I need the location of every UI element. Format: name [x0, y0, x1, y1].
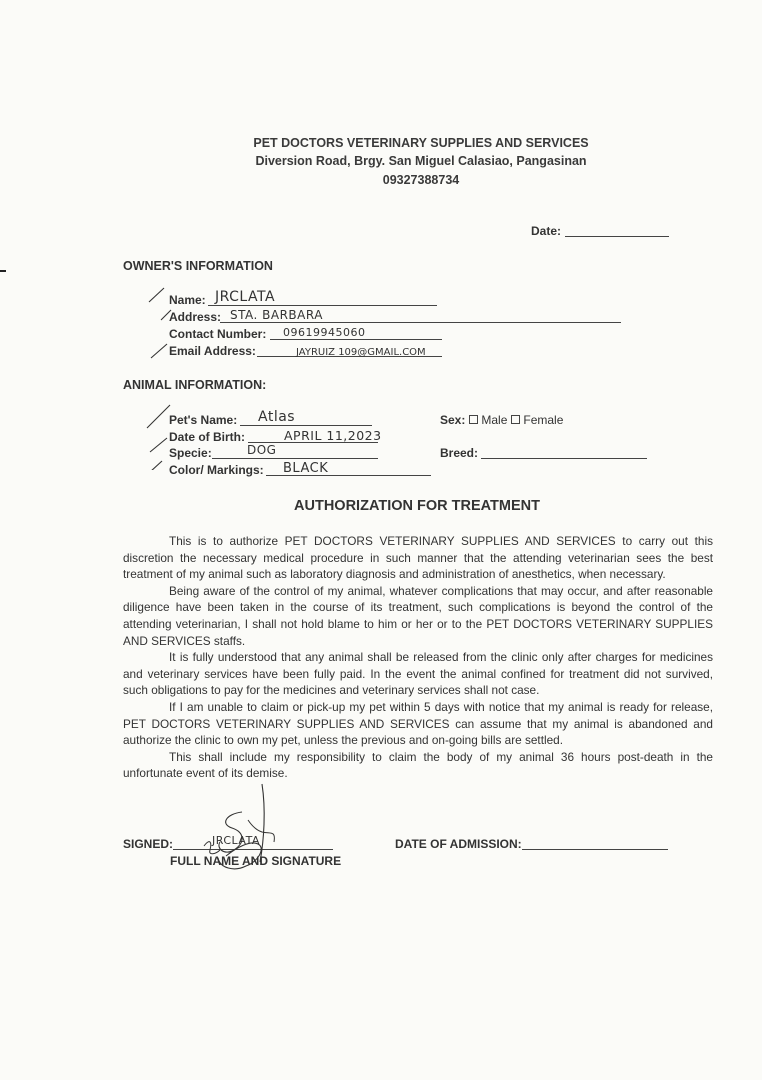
date-field-line[interactable]	[565, 236, 669, 237]
specie-line	[212, 458, 378, 459]
signed-label: SIGNED:	[123, 837, 174, 851]
date-of-admission-label: DATE OF ADMISSION:	[395, 837, 522, 851]
check-mark	[150, 461, 162, 470]
sex-label: Sex:	[440, 413, 466, 427]
animal-section-title: ANIMAL INFORMATION:	[123, 378, 267, 392]
business-address: Diversion Road, Brgy. San Miguel Calasiao, Pangasinan	[255, 154, 587, 168]
owner-contact-value[interactable]: 09619945060	[283, 326, 366, 339]
owner-email-label: Email Address:	[169, 344, 256, 358]
owner-name-value[interactable]: JRCLATA	[215, 289, 276, 305]
authorization-title: AUTHORIZATION FOR TREATMENT	[294, 498, 540, 514]
owner-email-value[interactable]: JAYRUIZ 109@GMAIL.COM	[296, 347, 426, 358]
authorization-paragraph: This is to authorize PET DOCTORS VETERINARY SUPPLIES AND SERVICES to carry out this discretion the necessary medical procedure in such manner that the attending veterinarian sees the best treatment of my animal such as laboratory diagnosis and administration of anesthetics, when necessary.	[123, 534, 713, 582]
authorization-paragraph: It is fully understood that any animal shall be released from the clinic only after charges for medicines and veterinary services have been fully paid. In the event the animal confined for treatment did not survived, such obligations to pay for the medicines and veterinary services shall not case.	[123, 650, 713, 698]
specie-label: Specie:	[169, 446, 212, 460]
owner-section-title: OWNER'S INFORMATION	[123, 259, 273, 273]
male-checkbox[interactable]	[469, 415, 478, 424]
breed-label: Breed:	[440, 446, 479, 460]
owner-contact-line	[270, 339, 442, 340]
female-checkbox[interactable]	[511, 415, 520, 424]
date-of-admission-line[interactable]	[522, 849, 668, 850]
owner-name-label: Name:	[169, 293, 206, 307]
pet-name-line	[240, 425, 372, 426]
check-mark	[151, 344, 167, 358]
check-marks	[140, 280, 180, 470]
handwritten-signature-icon[interactable]	[196, 780, 288, 884]
business-name: PET DOCTORS VETERINARY SUPPLIES AND SERVICES	[253, 136, 589, 150]
pet-name-value[interactable]: Atlas	[258, 409, 296, 425]
dob-value[interactable]: APRIL 11,2023	[284, 428, 382, 443]
business-phone: 09327388734	[382, 173, 460, 187]
authorization-paragraph: This shall include my responsibility to claim the body of my animal 36 hours post-death in the unfortunate event of its demise.	[123, 749, 713, 781]
owner-address-value[interactable]: STA. BARBARA	[230, 308, 323, 322]
scan-mark	[0, 270, 6, 272]
check-mark	[149, 288, 164, 302]
signature-name-value: JRCLATA	[212, 834, 260, 847]
signature-caption: FULL NAME AND SIGNATURE	[170, 854, 342, 868]
check-mark	[150, 438, 167, 452]
owner-address-line	[220, 322, 621, 323]
pet-name-label: Pet's Name:	[169, 413, 238, 427]
specie-value[interactable]: DOG	[247, 443, 277, 457]
male-option-label: Male	[481, 413, 508, 427]
owner-address-label: Address:	[169, 310, 222, 324]
female-option-label: Female	[523, 413, 564, 427]
date-label: Date:	[531, 224, 562, 238]
authorization-paragraph: If I am unable to claim or pick-up my pet within 5 days with notice that my animal is ready for release, PET DOCTORS VETERINARY SUPPLIES AND SERVICES can assume that my animal is abandoned and authorize the clinic to own my pet, unless the previous and on-going bills are settled.	[123, 699, 713, 748]
breed-field-line[interactable]	[481, 458, 647, 459]
authorization-paragraph: Being aware of the control of my animal, whatever complications that may occur, and after reasonable diligence have been taken in the course of its treatment, such complications is beyond the control of the attending veterinarian, I shall not hold blame to him or her or to the PET DOCTORS VETERINARY SUPPLIES AND SERVICES staffs.	[123, 583, 713, 648]
owner-name-line	[208, 305, 437, 306]
color-label: Color/ Markings:	[169, 463, 264, 477]
check-mark	[161, 310, 171, 320]
owner-contact-label: Contact Number:	[169, 327, 267, 341]
color-value[interactable]: BLACK	[283, 461, 329, 476]
dob-label: Date of Birth:	[169, 430, 245, 444]
check-mark	[147, 405, 170, 428]
sex-row	[440, 413, 563, 427]
authorization-body	[123, 533, 713, 782]
